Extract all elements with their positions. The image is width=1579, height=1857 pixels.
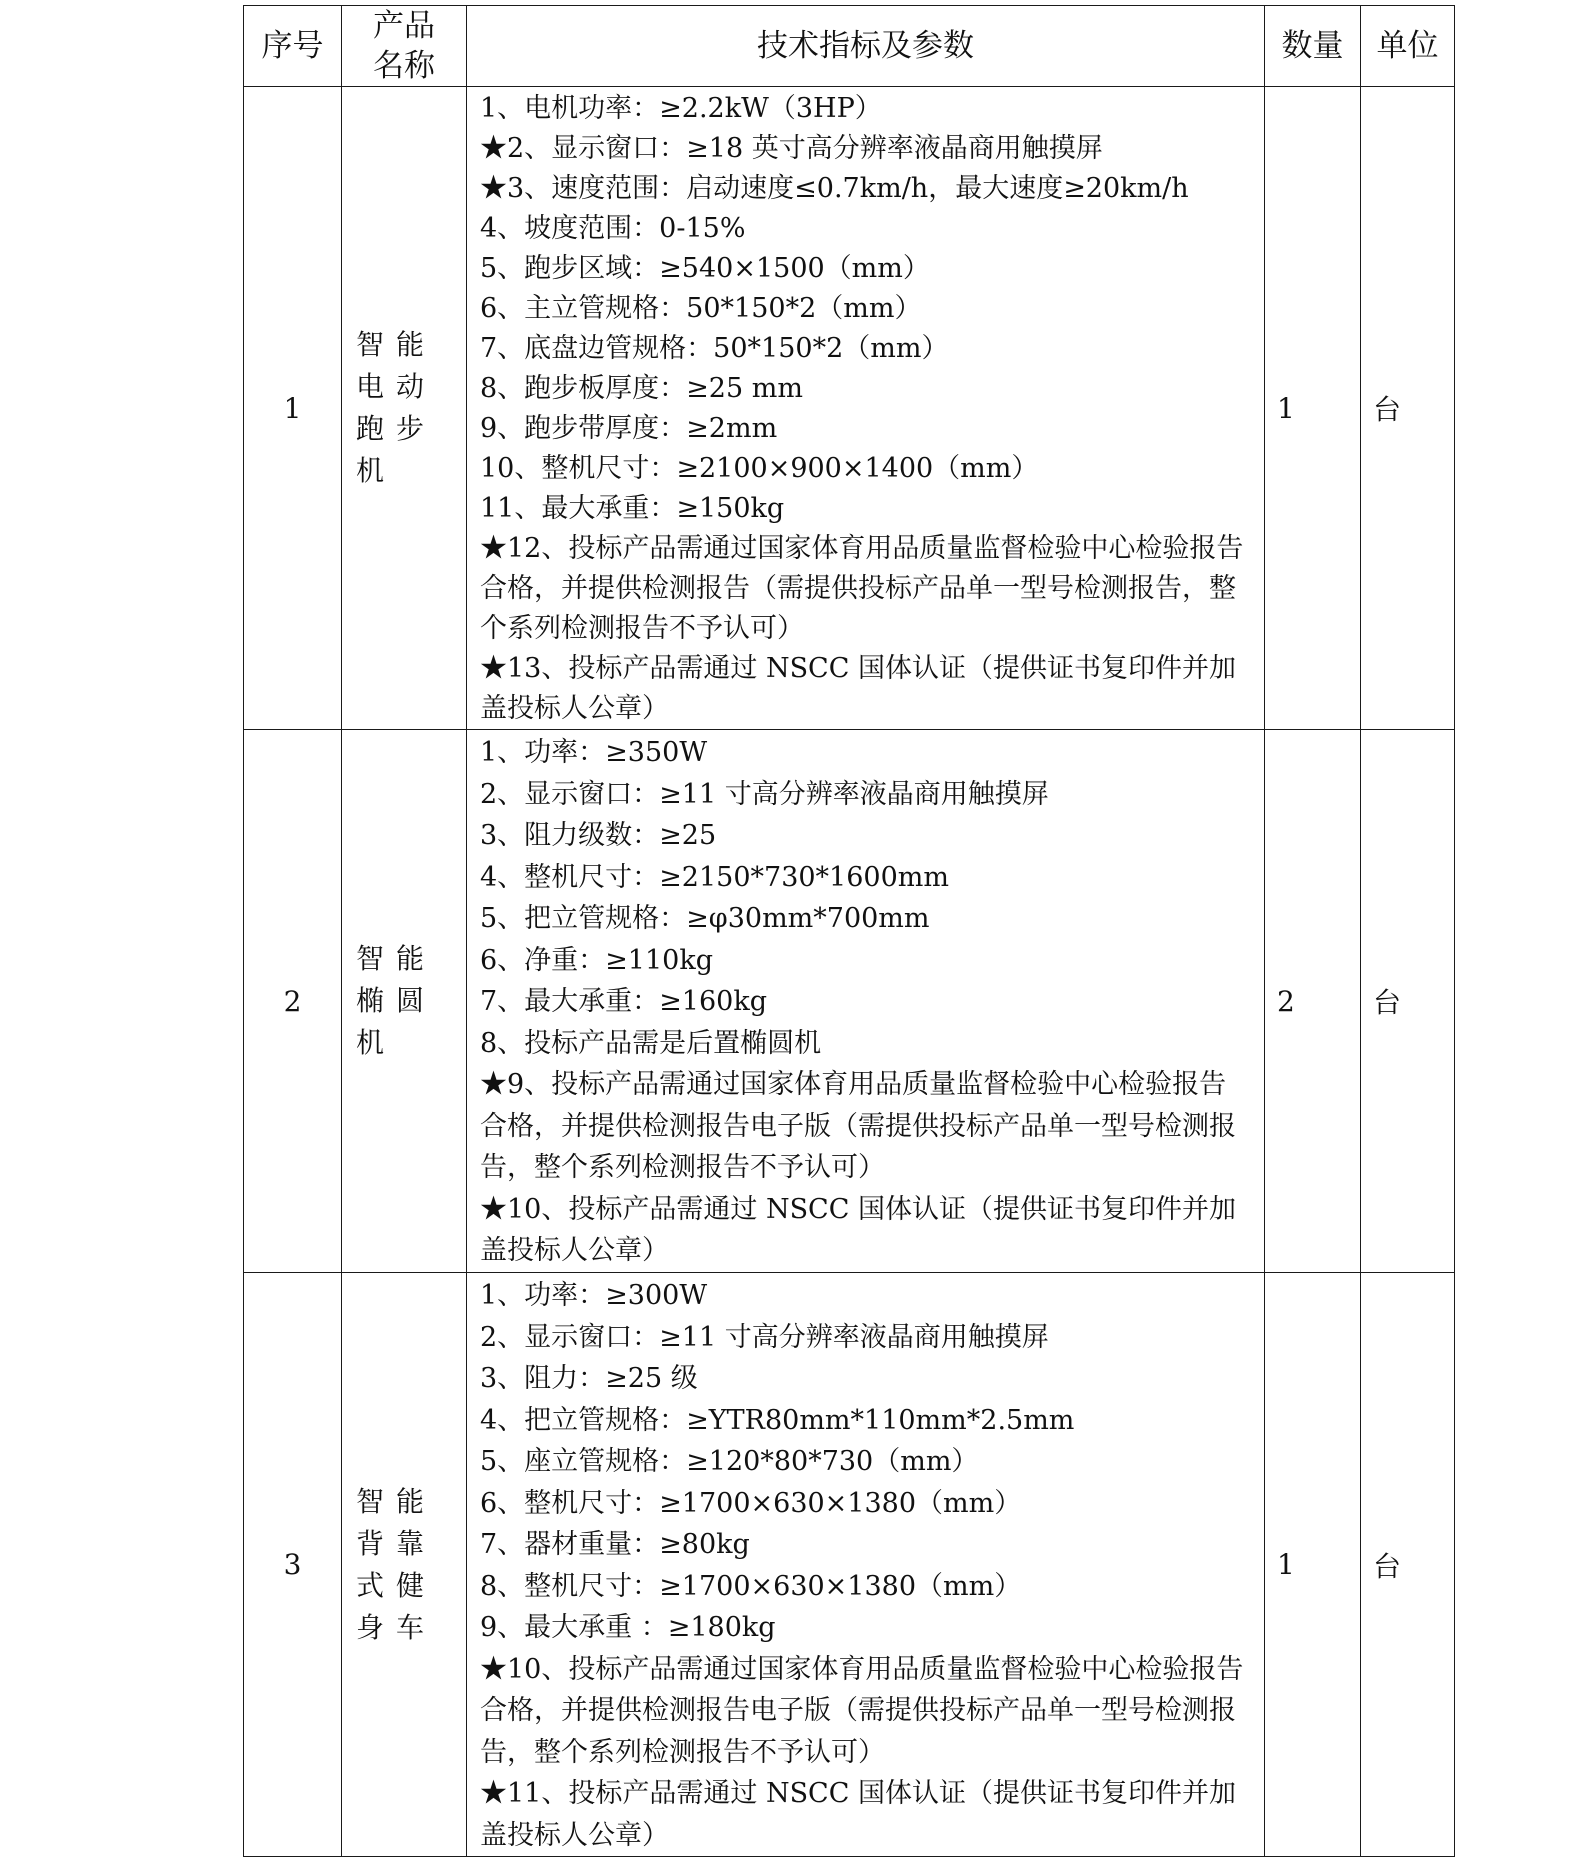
spec-line: 7、器材重量：≥80kg (480, 1529, 750, 1560)
spec-line: ★2、显示窗口：≥18 英寸高分辨率液晶商用触摸屏 (480, 133, 1103, 164)
product-name: 智能电动跑步机 (342, 87, 467, 730)
row-number: 3 (244, 1273, 342, 1857)
spec-line: 2、显示窗口：≥11 寸高分辨率液晶商用触摸屏 (480, 778, 1049, 810)
spec-line: 7、底盘边管规格：50*150*2（mm） (480, 333, 949, 364)
table-row (244, 87, 1455, 730)
spec-line: 1、功率：≥300W (480, 1280, 708, 1311)
spec-line: 1、电机功率：≥2.2kW（3HP） (480, 93, 882, 124)
spec-line: 1、功率：≥350W (480, 737, 708, 768)
spec-line: 3、阻力：≥25 级 (480, 1363, 698, 1394)
spec-line: ★10、投标产品需通过国家体育用品质量监督检验中心检验报告合格，并提供检测报告电子版（需提供投标产品单一型号检测报告，整个系列检测报告不予认可） (480, 1653, 1244, 1768)
spec-line: 11、最大承重：≥150kg (480, 493, 785, 524)
spec-line: ★13、投标产品需通过 NSCC 国体认证（提供证书复印件并加盖投标人公章） (480, 653, 1236, 724)
spec-line: 10、整机尺寸：≥2100×900×1400（mm） (480, 453, 1039, 484)
spec-cell (467, 87, 1265, 730)
spec-line: 4、坡度范围：0-15% (480, 213, 746, 244)
header-spec: 技术指标及参数 (467, 6, 1265, 87)
quantity: 1 (1265, 1273, 1361, 1857)
spec-line: ★11、投标产品需通过 NSCC 国体认证（提供证书复印件并加盖投标人公章） (480, 1778, 1236, 1851)
table-header (244, 6, 1455, 87)
row-number: 1 (244, 87, 342, 730)
spec-line: ★12、投标产品需通过国家体育用品质量监督检验中心检验报告合格，并提供检测报告（需提供投标产品单一型号检测报告，整个系列检测报告不予认可） (480, 533, 1244, 644)
spec-line: ★3、速度范围：启动速度≤0.7km/h，最大速度≥20km/h (480, 173, 1189, 204)
spec-line: 4、把立管规格：≥YTR80mm*110mm*2.5mm (480, 1404, 1075, 1436)
spec-line: 5、把立管规格：≥φ30mm*700mm (480, 903, 930, 934)
spec-line: 3、阻力级数：≥25 (480, 820, 717, 851)
spec-cell (467, 730, 1265, 1273)
spec-line: 7、最大承重：≥160kg (480, 986, 767, 1017)
product-name: 智能背靠式健身车 (342, 1273, 467, 1857)
spec-line: ★10、投标产品需通过 NSCC 国体认证（提供证书复印件并加盖投标人公章） (480, 1193, 1236, 1266)
header-unit: 单位 (1361, 6, 1455, 87)
header-name (342, 6, 467, 87)
spec-line: 5、座立管规格：≥120*80*730（mm） (480, 1446, 979, 1477)
table-body (244, 87, 1455, 1857)
spec-line: 6、整机尺寸：≥1700×630×1380（mm） (480, 1487, 1022, 1519)
spec-cell (467, 1273, 1265, 1857)
unit: 台 (1361, 730, 1455, 1273)
spec-line: 5、跑步区域：≥540×1500（mm） (480, 253, 930, 284)
spec-line: 2、显示窗口：≥11 寸高分辨率液晶商用触摸屏 (480, 1321, 1049, 1353)
table-row (244, 1273, 1455, 1857)
spec-line: 9、跑步带厚度：≥2mm (480, 413, 778, 444)
header-name-text: 产品名称 (373, 8, 435, 84)
spec-table (243, 5, 1455, 1857)
spec-line: 8、跑步板厚度：≥25 mm (480, 373, 803, 404)
row-number: 2 (244, 730, 342, 1273)
table-row (244, 730, 1455, 1273)
spec-line: 4、整机尺寸：≥2150*730*1600mm (480, 861, 949, 893)
spec-line: 8、投标产品需是后置椭圆机 (480, 1027, 822, 1059)
spec-line: 6、主立管规格：50*150*2（mm） (480, 293, 922, 324)
header-no: 序号 (244, 6, 342, 87)
spec-line: 6、净重：≥110kg (480, 944, 713, 976)
unit: 台 (1361, 87, 1455, 730)
quantity: 1 (1265, 87, 1361, 730)
header-qty: 数量 (1265, 6, 1361, 87)
spec-line: ★9、投标产品需通过国家体育用品质量监督检验中心检验报告合格，并提供检测报告电子版（需提供投标产品单一型号检测报告，整个系列检测报告不予认可） (480, 1069, 1236, 1183)
spec-line: 9、最大承重 ：≥180kg (480, 1612, 776, 1643)
product-name: 智能椭圆机 (342, 730, 467, 1273)
header-row (244, 6, 1455, 87)
quantity: 2 (1265, 730, 1361, 1273)
unit: 台 (1361, 1273, 1455, 1857)
spec-line: 8、整机尺寸：≥1700×630×1380（mm） (480, 1570, 1022, 1602)
